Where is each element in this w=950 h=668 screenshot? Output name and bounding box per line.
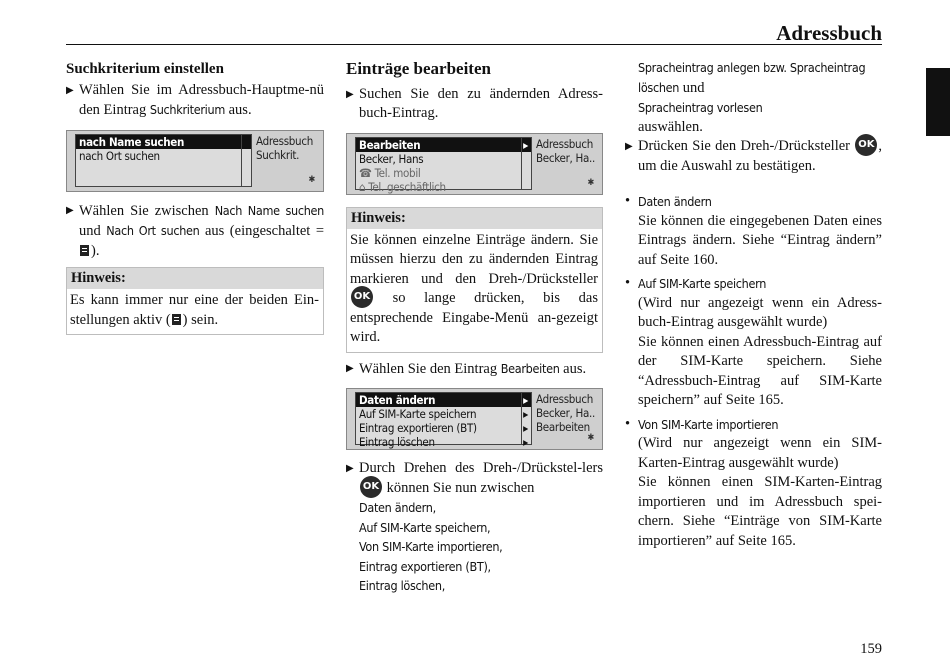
- bluetooth-icon: ✱: [587, 433, 594, 443]
- screen-side-label: Becker, Ha..: [536, 150, 596, 165]
- screen-menu-item: nach Name suchen: [76, 135, 251, 149]
- option-label: Von SIM-Karte importieren,: [359, 539, 503, 554]
- bullet-text: Sie können die eingegebenen Daten eines Eintrags ändern. Siehe “Eintrag ändern” auf Seite 160.: [638, 212, 882, 268]
- instruction-step: [346, 359, 603, 380]
- chevron-right-icon: ▸: [523, 421, 528, 435]
- screen-menu-item: Auf SIM-Karte speichern ▸: [359, 407, 528, 421]
- step-arrow-icon: ▶: [625, 141, 633, 152]
- step-text: auswählen.: [638, 118, 703, 135]
- section-heading-eintraege: Einträge bearbeiten: [346, 59, 491, 78]
- step-text: und: [79, 223, 107, 239]
- note-text: Es kann immer nur eine der beiden Ein-stellungen aktiv (: [70, 292, 319, 328]
- note-text: Sie können einzelne Einträge ändern. Sie müssen hierzu den zu ändernden Eintrag markieren und den Dreh-/Drücksteller: [350, 231, 598, 287]
- step-text: aus.: [559, 360, 587, 377]
- instruction-step: [346, 85, 603, 124]
- bullet-label: Von SIM-Karte importieren: [638, 416, 779, 432]
- note-text: ) sein.: [182, 311, 219, 328]
- step-arrow-icon: ▶: [66, 204, 74, 216]
- note-heading: Hinweis:: [347, 208, 602, 229]
- screen-menu-item: Becker, Hans: [359, 151, 424, 166]
- software-label: Bearbeiten: [500, 360, 560, 376]
- note-body: [347, 229, 602, 352]
- note-body: [67, 289, 323, 334]
- bullet-text: (Wird nur angezeigt wenn ein Adress-buch-Eintrag ausgewählt wurde): [638, 294, 882, 330]
- screen-scrollbar: [521, 137, 525, 190]
- step-text: aus.: [224, 102, 252, 118]
- bullet-text: (Wird nur angezeigt wenn ein SIM-Karten-Eintrag ausgewählt wurde): [638, 435, 882, 471]
- header-rule: [66, 44, 882, 45]
- note-heading: Hinweis:: [67, 268, 323, 289]
- bluetooth-icon: ✱: [587, 177, 594, 188]
- column-2: [346, 56, 603, 596]
- bullet-label: Daten ändern: [638, 194, 712, 209]
- option-line: löschen und: [638, 79, 705, 96]
- screen-side-label: Becker, Ha..: [536, 406, 596, 420]
- continued-options: [625, 58, 882, 137]
- screen-menu-item: Daten ändern ▸: [356, 393, 531, 407]
- screen-menu-item: ⌂ Tel. geschäftlich: [359, 179, 446, 194]
- screen-side-panel: [256, 134, 319, 162]
- screen-menu-item: ☎ Tel. mobil: [359, 165, 421, 180]
- software-label: Suchkriterium: [149, 102, 225, 117]
- step-text: aus (eingeschaltet =: [199, 223, 324, 239]
- screen-side-panel: [536, 137, 598, 165]
- step-arrow-icon: ▶: [346, 88, 354, 100]
- step-text: Wählen Sie zwischen: [79, 202, 215, 219]
- screen-menu-list: [75, 134, 252, 187]
- page-header-title: Adressbuch: [776, 21, 882, 45]
- ok-button-icon: OK: [351, 286, 373, 308]
- step-text: Wählen Sie im Adressbuch-Hauptme-nü den Eintrag: [79, 81, 324, 118]
- screen-side-label: Adressbuch: [536, 392, 593, 406]
- screen-side-label: Bearbeiten: [536, 420, 590, 434]
- screen-scrollbar: [241, 134, 245, 187]
- instruction-step: [66, 81, 324, 121]
- note-box: [66, 267, 324, 335]
- bullet-text: Sie können einen Adressbuch-Eintrag auf der SIM-Karte speichern. Siehe “Adressbuch-Eintrag auf SIM-Karte speichern” auf Seite 165.: [638, 333, 882, 408]
- instruction-step: [346, 459, 603, 596]
- screen-menu-item: nach Ort suchen: [79, 148, 160, 163]
- step-text: Drücken Sie den Dreh-/Drücksteller: [638, 138, 855, 154]
- bullet-dot-icon: •: [625, 415, 631, 432]
- thumb-index-tab: [926, 68, 950, 136]
- chevron-right-icon: ▸: [523, 393, 528, 407]
- screen-side-label: Adressbuch: [536, 136, 593, 151]
- bullet-daten-aendern: [625, 192, 882, 270]
- option-label: Spracheintrag vorlesen: [638, 100, 763, 115]
- option-label: Eintrag löschen,: [359, 578, 445, 593]
- bullet-sim-speichern: [625, 274, 882, 411]
- step-text: , um die Auswahl zu bestätigen.: [638, 138, 882, 174]
- screen-menu-list: [355, 137, 532, 194]
- software-label: Nach Name suchen: [214, 202, 324, 218]
- ok-button-icon: OK: [855, 134, 877, 156]
- screen-side-label: Suchkrit.: [256, 147, 300, 162]
- step-arrow-icon: ▶: [346, 362, 354, 374]
- screen-side-label: Adressbuch: [256, 133, 313, 148]
- option-label: Daten ändern,: [359, 500, 436, 515]
- screen-menu-item: Bearbeiten ▸: [356, 138, 531, 152]
- phone-icon: ☎: [359, 165, 375, 180]
- checkbox-on-icon: [171, 313, 183, 326]
- step-arrow-icon: ▶: [346, 463, 354, 474]
- chevron-right-icon: ▸: [523, 435, 528, 449]
- bullet-label: Auf SIM-Karte speichern: [638, 276, 767, 291]
- briefcase-icon: ⌂: [359, 179, 369, 194]
- bluetooth-icon: ✱: [308, 174, 315, 185]
- screen-menu-list: [355, 392, 532, 449]
- chevron-right-icon: ▸: [523, 407, 528, 421]
- screen-menu-item: Eintrag exportieren (BT) ▸: [359, 421, 528, 435]
- bullet-dot-icon: •: [625, 275, 631, 291]
- bullet-dot-icon: •: [625, 193, 631, 209]
- device-screen-bearbeiten: [346, 133, 603, 195]
- column-1: [66, 56, 324, 335]
- step-text: Suchen Sie den zu ändernden Adress-buch-Eintrag.: [359, 85, 603, 121]
- note-box: [346, 207, 603, 353]
- column-3: [625, 58, 882, 551]
- software-label: Nach Ort suchen: [106, 223, 200, 238]
- step-text: Durch Drehen des Dreh-/Drückstel-lers: [359, 460, 603, 476]
- screen-menu-item: Eintrag löschen ▸: [359, 435, 528, 449]
- step-text: Wählen Sie den Eintrag: [359, 360, 501, 377]
- section-heading-suchkriterium: Suchkriterium einstellen: [66, 61, 224, 77]
- screen-scrollbar: [521, 392, 525, 445]
- device-screen-suchkriterium: [66, 130, 324, 192]
- bullet-text: Sie können einen SIM-Karten-Eintrag importieren und im Adressbuch spei-chern. Siehe “Einträge von SIM-Karte importieren” auf Seite 165.: [638, 474, 882, 549]
- instruction-step: [66, 201, 324, 262]
- ok-button-icon: OK: [360, 476, 382, 498]
- option-label: Spracheintrag anlegen bzw. Spracheintrag: [638, 60, 866, 75]
- option-label: Auf SIM-Karte speichern,: [359, 519, 491, 535]
- step-text: können Sie nun zwischen: [383, 479, 535, 496]
- screen-side-panel: [536, 392, 598, 434]
- bullet-sim-importieren: [625, 415, 882, 552]
- note-text: so lange drücken, bis das entsprechende Eingabe-Menü an-gezeigt wird.: [350, 290, 598, 345]
- step-arrow-icon: ▶: [66, 84, 74, 96]
- step-text: ).: [91, 242, 100, 259]
- page-number: 159: [860, 641, 882, 657]
- device-screen-daten: [346, 388, 603, 450]
- instruction-step: [625, 137, 882, 176]
- option-label: Eintrag exportieren (BT),: [359, 558, 491, 574]
- checkbox-on-icon: [79, 244, 91, 257]
- chevron-right-icon: ▸: [523, 137, 528, 152]
